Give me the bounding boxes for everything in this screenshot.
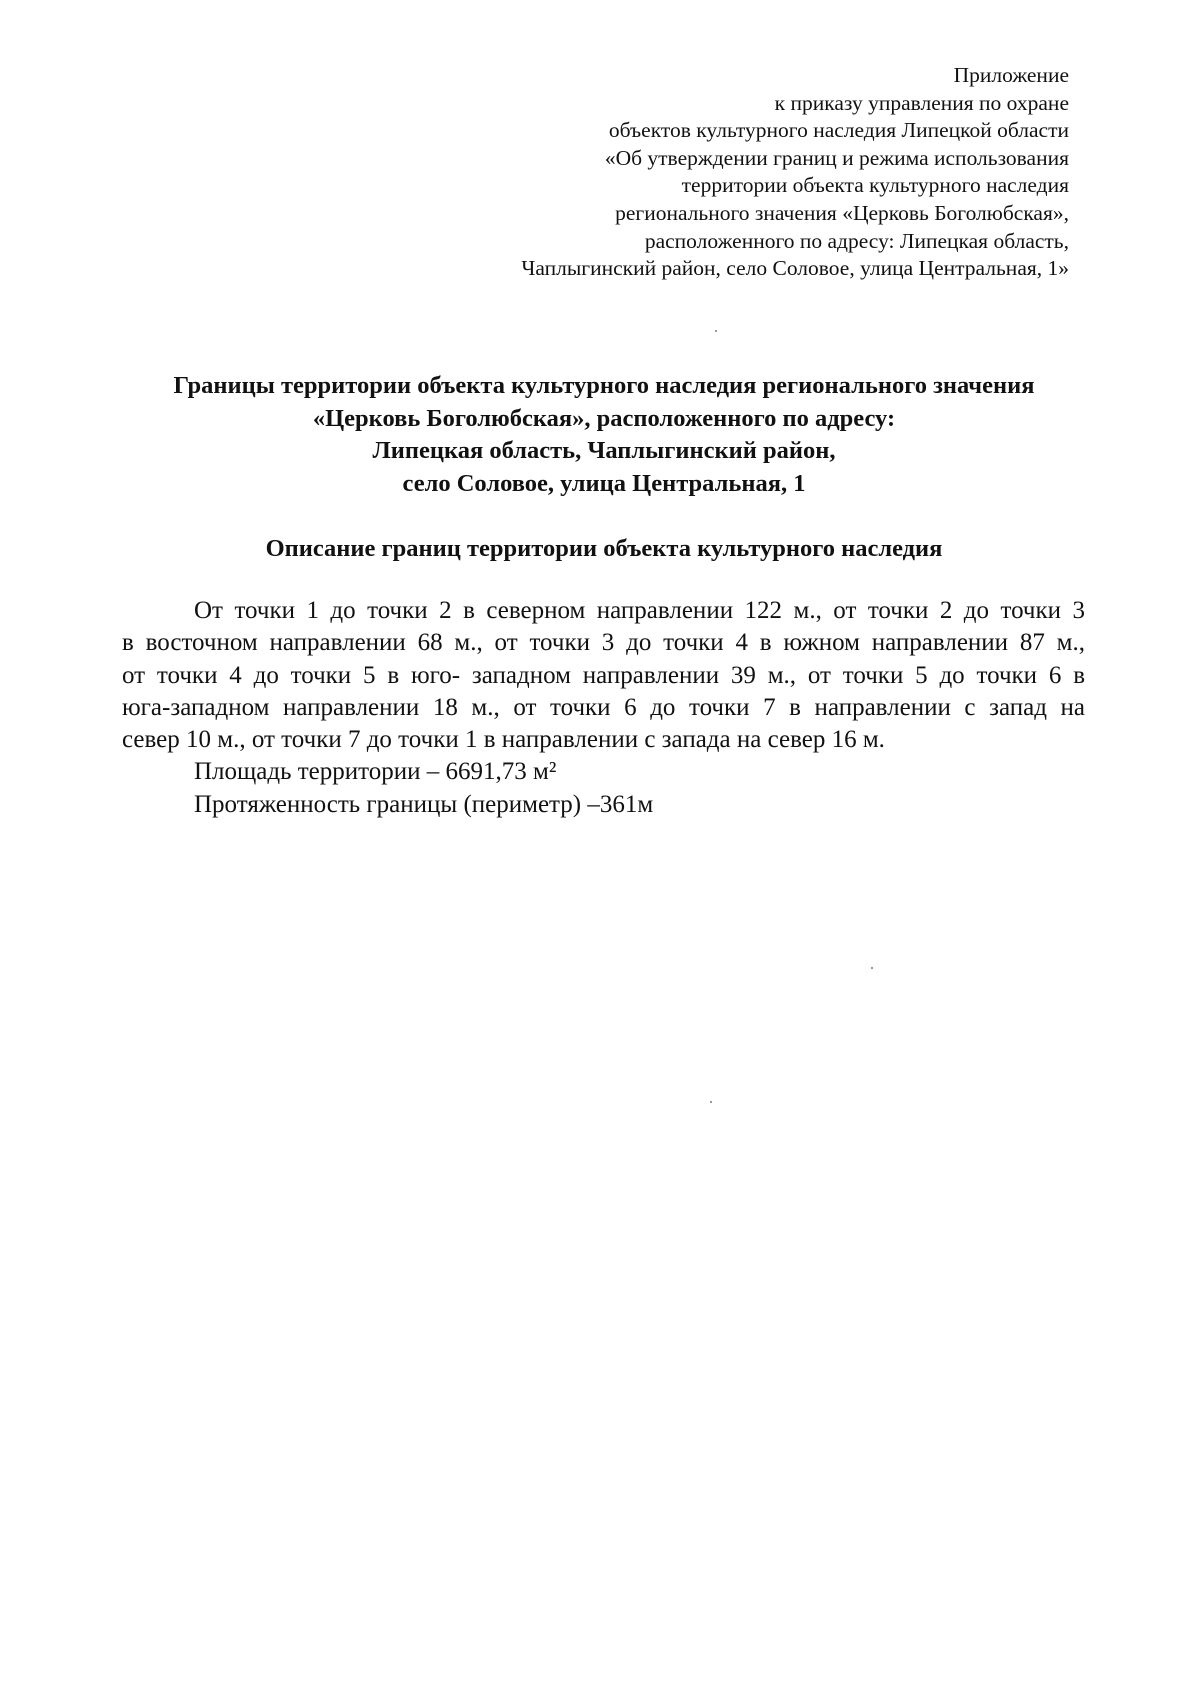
appendix-line: территории объекта культурного наследия (681, 173, 1069, 198)
description-line: в восточном направлении 68 м., от точки 3 до точки 4 в южном направлении 87 м., (122, 629, 1085, 657)
perimeter-line: Протяженность границы (периметр) –361м (194, 790, 654, 818)
appendix-line: расположенного по адресу: Липецкая область, (644, 228, 1069, 253)
description-line: юга-западном направлении 18 м., от точки 6 до точки 7 в направлении с запад на (122, 693, 1085, 721)
description-line: От точки 1 до точки 2 в северном направлении 122 м., от точки 2 до точки 3 (194, 597, 1085, 624)
appendix-header (369, 62, 1069, 283)
appendix-line: Приложение (953, 63, 1069, 87)
section-heading: Описание границ территории объекта культурного наследия (265, 535, 943, 562)
description-line: от точки 4 до точки 5 в юго- западном направлении 39 м., от точки 5 до точки 6 в (122, 661, 1085, 689)
scan-speck (710, 1101, 712, 1103)
appendix-line: регионального значения «Церковь Боголюбская», (615, 200, 1069, 225)
appendix-line: Чаплыгинский район, село Соловое, улица Центральная, 1» (521, 256, 1069, 281)
title-line: Границы территории объекта культурного наследия регионального значения (173, 372, 1035, 399)
appendix-line: объектов культурного наследия Липецкой области (608, 118, 1069, 143)
title-line: «Церковь Боголюбская», расположенного по адресу: (312, 404, 896, 432)
appendix-line: к приказу управления по охране (774, 90, 1069, 115)
title-line: Липецкая область, Чаплыгинский район, (372, 437, 836, 464)
title-line: село Соловое, улица Центральная, 1 (402, 469, 806, 497)
area-line: Площадь территории – 6691,73 м² (194, 758, 557, 786)
boundary-description (122, 595, 1085, 821)
scan-speck (715, 330, 717, 332)
scan-speck (871, 967, 873, 969)
appendix-line: «Об утверждении границ и режима использования (604, 145, 1069, 170)
document-title (120, 370, 1088, 500)
description-line: север 10 м., от точки 7 до точки 1 в направлении с запада на север 16 м. (122, 726, 885, 754)
